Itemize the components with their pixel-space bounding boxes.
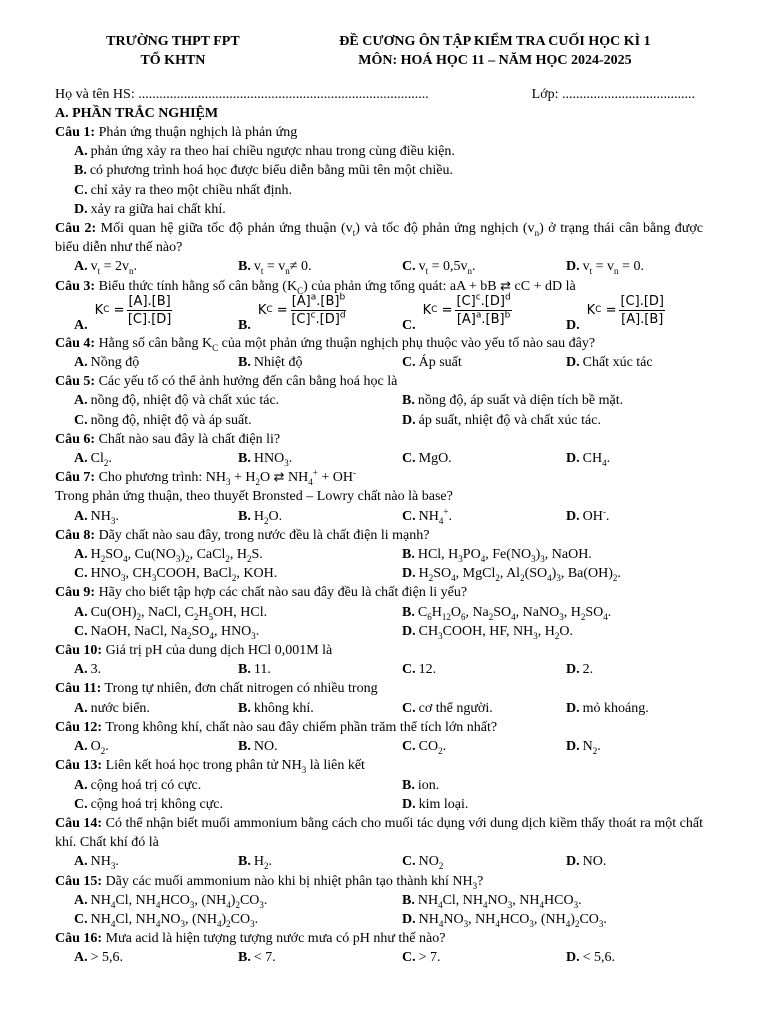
option-a: A. $O_2$. <box>74 739 109 756</box>
option-c: C. chỉ xảy ra theo một chiều nhất định. <box>74 182 293 198</box>
options-q3 <box>55 292 703 334</box>
option-a: A. $NH_3$. <box>74 508 119 526</box>
option-c: C. Áp suất <box>402 355 462 371</box>
option-d: D. $CH_3COOH$, HF, $NH_3$, $H_2O$. <box>402 623 573 641</box>
option-a: A. K C = [A].[B] [C].[D] <box>74 293 172 333</box>
school-name: TRƯỜNG THPT FPT <box>106 34 240 49</box>
option-c: C. nồng độ, nhiệt độ và áp suất. <box>74 412 252 428</box>
options-q7 <box>55 507 703 526</box>
question-8: Câu 8: Dãy chất nào sau đây, trong nước đều là chất điện li mạnh? <box>55 527 430 543</box>
option-d: D. mỏ khoáng. <box>566 700 649 716</box>
option-c: C. MgO. <box>402 451 452 467</box>
options-q2 <box>55 257 703 276</box>
option-a: A. Nồng độ <box>74 355 140 371</box>
option-b: B. 11. <box>238 662 271 678</box>
option-d: D. $v_t = v_n = 0$. <box>566 259 644 277</box>
option-b: B. không khí. <box>238 700 314 716</box>
question-16: Câu 16: Mưa acid là hiện tượng tượng nước mưa có pH như thế nào? <box>55 931 446 947</box>
option-d: D. NO. <box>566 854 607 870</box>
options-q13 <box>55 776 703 814</box>
option-c: C. $HNO_3$, $CH_3COOH$, BaCl$_2$, KOH. <box>74 566 278 584</box>
option-b: B. $HNO_3$. <box>238 451 293 468</box>
option-a: A. 3. <box>74 662 102 678</box>
option-c: C. K C = $[C]^c.[D]^d$ $[A]^a.[B]^b$ <box>402 292 511 333</box>
option-b: B. $v_t = v_n\ne 0$. <box>238 259 312 277</box>
option-d: D. Chất xúc tác <box>566 355 653 371</box>
question-14: Câu 14: Có thể nhận biết muối ammonium bằng cách cho muối tác dụng với dung dịch kiềm thấy thoát ra một chất khí. Chất khí đó là <box>55 815 704 851</box>
question-12: Câu 12: Trong không khí, chất nào sau đây chiếm phần trăm thể tích lớn nhất? <box>55 719 498 735</box>
option-b: B. < 7. <box>238 950 276 966</box>
option-a: A. cộng hoá trị có cực. <box>74 777 202 793</box>
option-d: D. < 5,6. <box>566 950 616 966</box>
question-3: Câu 3: Biểu thức tính hằng số cân bằng $(K_C)$ của phản ứng tổng quát: aA + bB ⇄ cC + dD là <box>55 278 576 296</box>
options-q12 <box>55 737 703 756</box>
option-b: B. $NH_4Cl$, $NH_4NO_3$, $NH_4HCO_3$. <box>402 892 582 910</box>
question-1 <box>55 123 703 142</box>
option-b: B. $C_6H_{12}O_6$, $Na_2SO_4$, NaNO$_3$, $H_2SO_4$. <box>402 604 612 622</box>
option-d: D. OH-. <box>566 506 610 524</box>
option-c: C. > 7. <box>402 950 441 966</box>
option-b: B. NO. <box>238 739 278 755</box>
question-15: Câu 15: Dãy các muối ammonium nào khi bị nhiệt phân tạo thành khí $NH_3$? <box>55 873 484 891</box>
question-5: Câu 5: Các yếu tố có thể ảnh hưởng đến cân bằng hoá học là <box>55 374 398 390</box>
options-q4 <box>55 353 703 372</box>
section-heading: A. PHẦN TRẮC NGHIỆM <box>55 106 219 121</box>
option-c: C. $CO_2$. <box>402 739 447 756</box>
option-a: A. nước biển. <box>74 700 150 716</box>
student-info <box>55 86 703 104</box>
option-b: B. ion. <box>402 777 440 793</box>
options-q6 <box>55 449 703 468</box>
option-d: D. áp suất, nhiệt độ và chất xúc tác. <box>402 412 601 428</box>
option-b: B. $H_2$. <box>238 854 272 872</box>
options-q14 <box>55 852 703 871</box>
option-c: C. $NO_2$ <box>402 854 444 872</box>
option-c: C. 12. <box>402 662 437 678</box>
option-c: C. $v_t = 0,5v_n$. <box>402 259 476 277</box>
option-c: C. cộng hoá trị không cực. <box>74 796 224 812</box>
option-a: A. $NH_3$. <box>74 854 119 872</box>
option-b: B. $H_2O$. <box>238 508 283 526</box>
option-c: C. $NH_4^+$. <box>402 506 452 526</box>
document-page <box>55 32 703 968</box>
question-13: Câu 13: Liên kết hoá học trong phân tử $NH_3$ là liên kết <box>55 758 365 776</box>
question-10: Câu 10: Giá trị pH của dung dịch HCl 0,001M là <box>55 643 333 659</box>
option-d: D. xảy ra giữa hai chất khí. <box>74 201 226 217</box>
option-d: D. $NH_4NO_3$, $NH_4HCO_3$, $(NH_4)_2CO_3$. <box>402 911 607 929</box>
options-q8 <box>55 545 703 583</box>
subject-line: MÔN: HOÁ HỌC 11 – NĂM HỌC 2024-2025 <box>358 53 632 68</box>
option-b: B. HCl, $H_3PO_4$, $Fe(NO_3)_3$, NaOH. <box>402 547 592 564</box>
options-q9 <box>55 603 703 641</box>
question-6: Câu 6: Chất nào sau đây là chất điện li? <box>55 431 281 447</box>
question-number: Câu 1: <box>55 125 96 140</box>
option-a: A. $Cu(OH)_2$, NaCl, $C_2H_5OH$, HCl. <box>74 604 268 622</box>
option-d: D. $N_2$. <box>566 739 601 756</box>
option-b: B. nồng độ, áp suất và diện tích bề mặt. <box>402 393 624 409</box>
options-q16 <box>55 948 703 967</box>
option-b: B. K C = $[A]^a.[B]^b$ $[C]^c.[D]^d$ <box>238 292 346 333</box>
options-q10 <box>55 660 703 679</box>
header <box>55 32 703 70</box>
option-a: A. $Cl_2$. <box>74 451 112 468</box>
question-text: Phản ứng thuận nghịch là phản ứng <box>98 125 298 140</box>
question-4: Câu 4: Hằng số cân bằng $K_C$ của một phản ứng thuận nghịch phụ thuộc vào yếu tố nào sau đây? <box>55 335 596 353</box>
department: TỔ KHTN <box>140 53 206 68</box>
option-a: A. nồng độ, nhiệt độ và chất xúc tác. <box>74 393 280 409</box>
equilibrium-arrow-icon: ⇄ <box>500 278 512 294</box>
equilibrium-arrow-icon: ⇄ <box>273 470 285 486</box>
options-q11 <box>55 699 703 718</box>
option-d: D. $CH_4$. <box>566 451 611 468</box>
option-a: A. phản ứng xảy ra theo hai chiều ngược nhau trong cùng điều kiện. <box>74 144 455 160</box>
class-field: Lớp: ...................................... <box>531 87 695 102</box>
question-7: Câu 7: Cho phương trình: $NH_3 + H_2O$ ⇄ $NH_4^+ + OH^-$ <box>55 467 356 488</box>
option-c: C. cơ thể người. <box>402 700 493 716</box>
option-d: D. K C = [C].[D] [A].[B] <box>566 293 664 333</box>
question-11: Câu 11: Trong tự nhiên, đơn chất nitrogen có nhiều trong <box>55 681 378 697</box>
question-2: Câu 2: Mối quan hệ giữa tốc độ phản ứng thuận $(v_t)$ và tốc độ phản ứng nghịch $(v_n)$ ở trạng thái cân bằng được biểu diễn như thế nào? <box>55 221 703 256</box>
options-q5 <box>55 391 703 429</box>
option-a: A. $H_2SO_4$, $Cu(NO_3)_2$, CaCl$_2$, $H_2S$. <box>74 547 263 564</box>
option-a: A. $v_t = 2v_n$. <box>74 259 138 277</box>
option-a: A. > 5,6. <box>74 950 124 966</box>
option-d: D. kim loại. <box>402 796 469 812</box>
option-c: C. NaOH, NaCl, $Na_2SO_4$, $HNO_3$. <box>74 623 260 641</box>
question-9: Câu 9: Hãy cho biết tập hợp các chất nào sau đây đều là chất điện li yếu? <box>55 585 468 601</box>
option-a: A. $NH_4Cl$, $NH_4HCO_3$, $(NH_4)_2CO_3$. <box>74 892 268 910</box>
option-d: D. 2. <box>566 662 594 678</box>
doc-title: ĐỀ CƯƠNG ÔN TẬP KIỂM TRA CUỐI HỌC KÌ 1 <box>339 34 651 49</box>
option-c: C. $NH_4Cl$, $NH_4NO_3$, $(NH_4)_2CO_3$. <box>74 911 259 929</box>
option-b: B. có phương trình hoá học được biểu diễn bằng mũi tên một chiều. <box>74 163 454 179</box>
option-d: D. $H_2SO_4$, MgCl$_2$, $Al_2(SO_4)_3$, $Ba(OH)_2$. <box>402 566 621 584</box>
question-7-text: Trong phản ứng thuận, theo thuyết Bronsted – Lowry chất nào là base? <box>55 489 453 505</box>
option-b: B. Nhiệt độ <box>238 355 303 371</box>
student-name-field: Họ và tên HS: ................................................................................... <box>55 87 429 102</box>
options-q15 <box>55 891 703 929</box>
